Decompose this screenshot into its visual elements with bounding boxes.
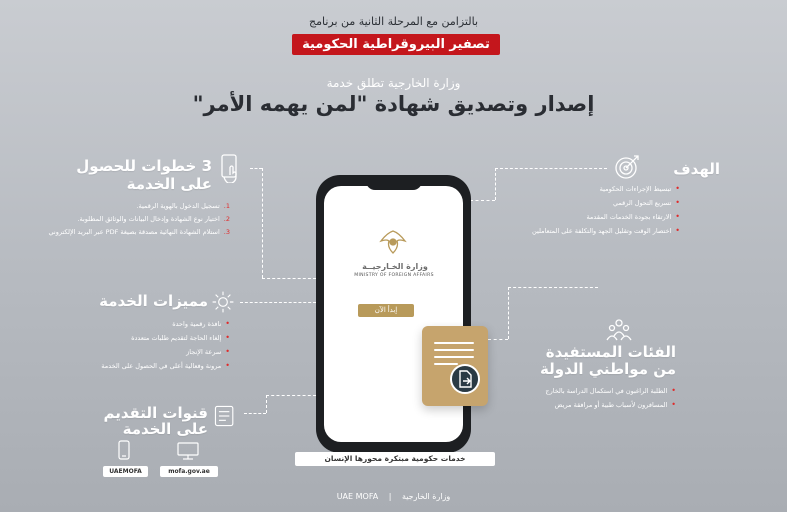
connector-line: [262, 278, 316, 279]
connector-line: [244, 413, 266, 414]
connector-line: [495, 168, 496, 200]
connector-line: [262, 168, 263, 278]
tagline: خدمات حكومية مبتكرة محورها الإنسان: [295, 452, 495, 466]
intro-text: بالتزامن مع المرحلة الثانية من برنامج: [308, 15, 479, 28]
steps-title-line1: 3 خطوات للحصول: [76, 157, 212, 175]
connector-line: [508, 287, 598, 288]
step-number: 1.: [223, 202, 230, 210]
list-item: • الارتقاء بجودة الخدمات المقدمة: [480, 210, 680, 224]
features-title: مميزات الخدمة: [99, 292, 208, 310]
connector-line: [250, 168, 262, 169]
steps-list: [14, 200, 230, 239]
program-banner: تصفير البيروقراطية الحكومية: [292, 34, 500, 55]
monitor-icon: [175, 441, 201, 461]
goal-title: الهدف: [673, 160, 720, 178]
steps-title-line2: على الخدمة: [126, 175, 212, 193]
list-item: • مرونة وفعالية أعلى في الحصول على الخدمة: [40, 359, 230, 373]
page-title: إصدار وتصديق شهادة "لمن يهمه الأمر": [192, 92, 595, 116]
ministry-name-en: MINISTRY OF FOREIGN AFFAIRS: [354, 273, 434, 278]
list-item: • اختصار الوقت وتقليل الجهد والتكلفة على المتعاملين: [480, 224, 680, 238]
touch-phone-icon: [216, 153, 246, 183]
list-item: [14, 226, 230, 239]
form-icon: [212, 403, 238, 429]
group-people-icon: [604, 316, 634, 346]
step-text: اختيار نوع الشهادة وإدخال البيانات والوثائق المطلوبة.: [77, 215, 220, 223]
list-item: • سرعة الإنجاز: [40, 345, 230, 359]
web-channel-label[interactable]: mofa.gov.ae: [160, 466, 218, 477]
connector-line: [488, 339, 508, 340]
document-export-icon: [450, 364, 480, 394]
gear-icon: [210, 289, 236, 315]
connector-line: [266, 395, 267, 413]
goal-list: [480, 182, 680, 238]
phone-notch: [366, 178, 422, 190]
features-list: [40, 317, 230, 373]
list-item: [14, 200, 230, 213]
footer-brand-en: UAE MOFA: [336, 492, 379, 501]
channels-title-line1: قنوات التقديم: [103, 404, 208, 422]
app-channel-label[interactable]: UAEMOFA: [103, 466, 148, 477]
list-item: • نافذة رقمية واحدة: [40, 317, 230, 331]
footer-brand-ar: وزارة الخارجية: [401, 492, 451, 501]
connector-line: [495, 168, 607, 169]
step-number: 2.: [223, 215, 230, 223]
list-item: • المسافرون لأسباب طبية أو مرافقة مريض: [486, 398, 676, 412]
channels-title-line2: على الخدمة: [122, 420, 208, 438]
list-item: [14, 213, 230, 226]
footer: [0, 492, 787, 501]
list-item: • إلغاء الحاجة لتقديم طلبات متعددة: [40, 331, 230, 345]
mobile-icon: [115, 440, 133, 460]
step-text: تسجيل الدخول بالهوية الرقمية.: [136, 202, 220, 210]
connector-line: [470, 200, 495, 201]
connector-line: [240, 302, 316, 303]
list-item: • تسريع التحول الرقمي: [480, 196, 680, 210]
beneficiaries-title-line2: من مواطني الدولة: [540, 360, 676, 378]
uae-emblem-icon: [378, 228, 408, 256]
list-item: • تبسيط الإجراءات الحكومية: [480, 182, 680, 196]
step-number: 3.: [223, 228, 230, 236]
subtitle: وزارة الخارجية تطلق خدمة: [326, 76, 461, 90]
ministry-name-ar: وزارة الخـارجيــة: [362, 262, 428, 271]
connector-line: [508, 287, 509, 339]
beneficiaries-title-line1: الفئات المستفيدة: [545, 343, 676, 361]
list-item: • الطلبة الراغبون في استكمال الدراسة بالخارج: [486, 384, 676, 398]
beneficiaries-list: [486, 384, 676, 412]
start-now-button[interactable]: إبدأ الآن: [358, 304, 414, 317]
connector-line: [266, 395, 316, 396]
footer-separator: |: [388, 492, 392, 501]
step-text: استلام الشهادة النهائية مصدقة بصيغة PDF عبر البريد الإلكتروني: [48, 228, 220, 236]
